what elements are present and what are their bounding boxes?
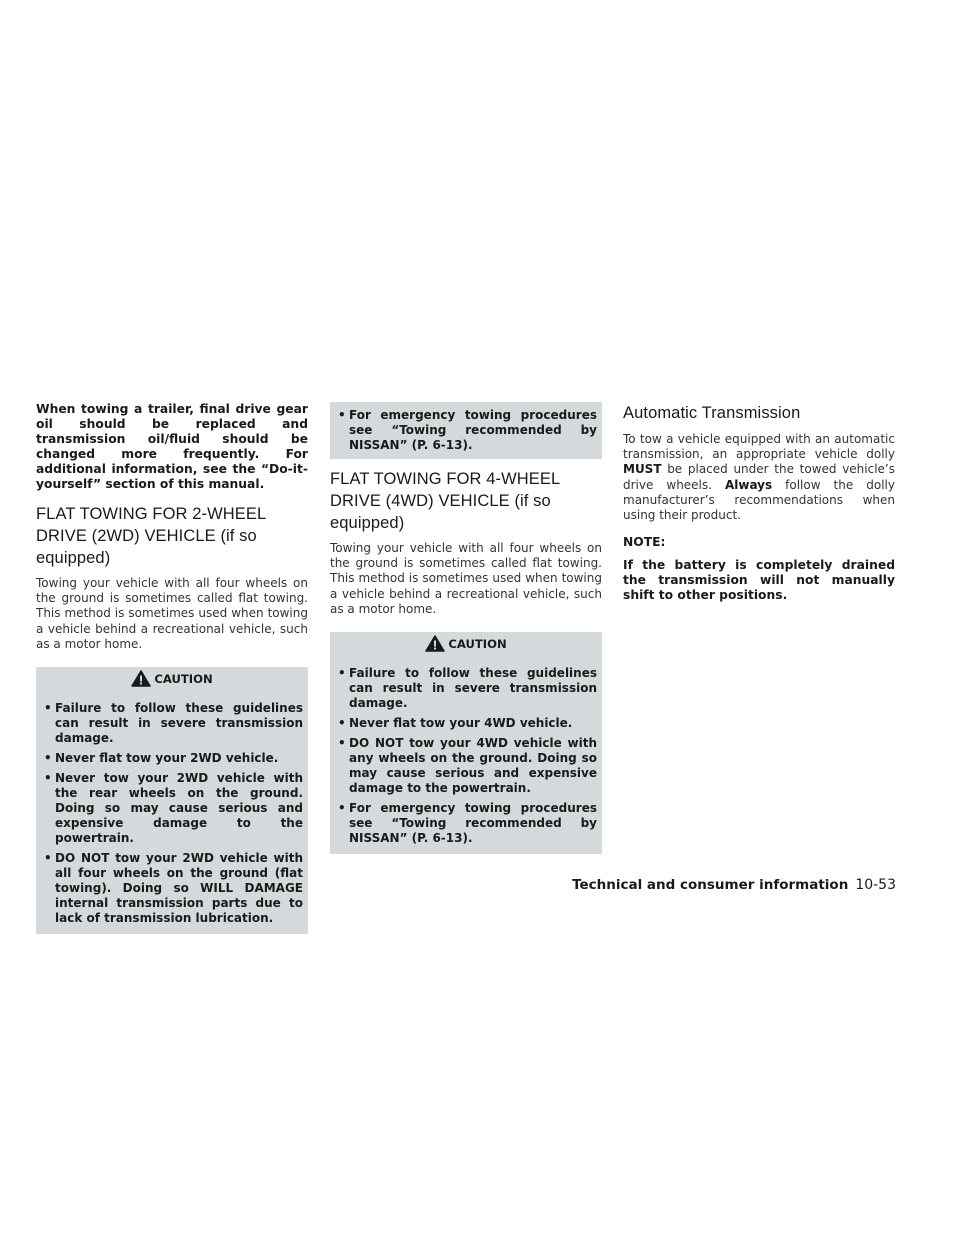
heading-2wd: FLAT TOWING FOR 2-WHEEL DRIVE (2WD) VEHICLE (if so equipped) bbox=[36, 505, 266, 567]
caution-list bbox=[336, 666, 597, 846]
caution-body bbox=[330, 661, 602, 854]
caution-box-2wd bbox=[36, 667, 308, 934]
caution-title: CAUTION bbox=[154, 671, 213, 686]
column-right bbox=[623, 402, 895, 603]
list-item: • DO NOT tow your 4WD vehicle with any wheels on the ground. Doing so may cause serious and expensive damage to the powertrain. bbox=[338, 736, 597, 796]
caution-header bbox=[330, 632, 602, 655]
list-item: • Never tow your 2WD vehicle with the rear wheels on the ground. Doing so may cause serious and expensive damage to the powertrain. bbox=[44, 771, 303, 846]
caution-triangle-icon bbox=[131, 670, 151, 687]
body-2wd: Towing your vehicle with all four wheels on the ground is sometimes called flat towing. This method is sometimes used when towing a vehicle behind a recreational vehicle, such as a motor home. bbox=[36, 576, 308, 651]
footer-section-title: Technical and consumer information bbox=[572, 877, 849, 893]
page-footer bbox=[572, 877, 896, 893]
note-label: NOTE: bbox=[623, 535, 666, 550]
body-4wd: Towing your vehicle with all four wheels on the ground is sometimes called flat towing. This method is sometimes used when towing a vehicle behind a recreational vehicle, such as a motor home. bbox=[330, 541, 602, 616]
heading-automatic-transmission: Automatic Transmission bbox=[623, 404, 801, 422]
list-item: • Failure to follow these guidelines can result in severe transmission damage. bbox=[44, 701, 303, 746]
caution-triangle-icon bbox=[425, 635, 445, 652]
page-number: 10-53 bbox=[855, 877, 896, 893]
list-item: • For emergency towing procedures see “Towing recommended by NISSAN” (P. 6-13). bbox=[338, 801, 597, 846]
list-item: • Never flat tow your 4WD vehicle. bbox=[338, 716, 573, 731]
heading-4wd: FLAT TOWING FOR 4-WHEEL DRIVE (4WD) VEHICLE (if so equipped) bbox=[330, 470, 560, 532]
list-item: • Failure to follow these guidelines can result in severe transmission damage. bbox=[338, 666, 597, 711]
caution-header bbox=[36, 667, 308, 690]
column-middle bbox=[330, 402, 602, 854]
caution-box-4wd bbox=[330, 632, 602, 854]
list-item: • Never flat tow your 2WD vehicle. bbox=[44, 751, 279, 766]
caution-body bbox=[36, 696, 308, 934]
list-item: • DO NOT tow your 2WD vehicle with all four wheels on the ground (flat towing). Doing so WILL DAMAGE internal transmission parts due to lack of transmission lubrication. bbox=[44, 851, 303, 926]
column-left bbox=[36, 402, 308, 934]
caution-continued-box bbox=[330, 402, 602, 459]
body-automatic-transmission: To tow a vehicle equipped with an automatic transmission, an appropriate vehicle dolly MUST be placed under the towed vehicle’s drive wheels. Always follow the dolly manufacturer’s recommendations when using their product. bbox=[623, 432, 895, 523]
list-item: • For emergency towing procedures see “Towing recommended by NISSAN” (P. 6-13). bbox=[338, 408, 597, 452]
note-text: If the battery is completely drained the transmission will not manually shift to other positions. bbox=[623, 558, 895, 603]
caution-title: CAUTION bbox=[448, 636, 507, 651]
caution-list bbox=[42, 701, 303, 926]
caution-list bbox=[336, 408, 597, 453]
trailer-oil-note: When towing a trailer, final drive gear oil should be replaced and transmission oil/fluid should be changed more frequently. For additional information, see the “Do-it-yourself” section of this manual. bbox=[36, 402, 308, 491]
